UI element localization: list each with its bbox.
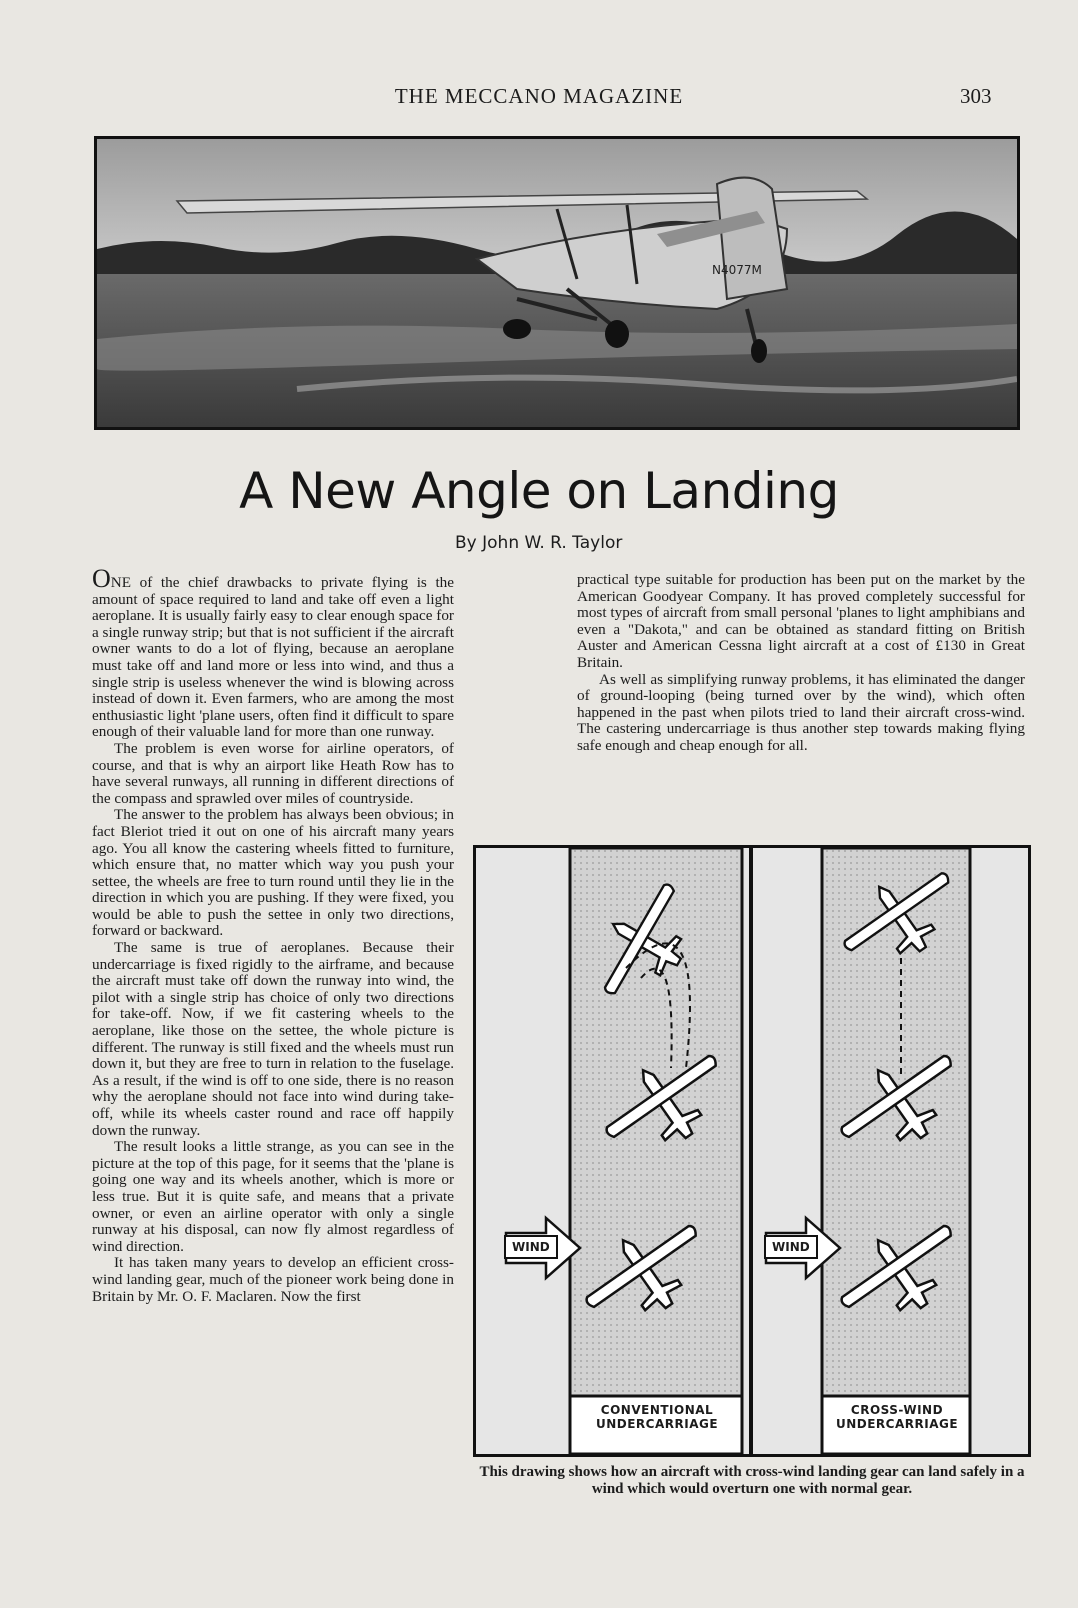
diagram-drawing [476, 848, 1028, 1454]
paragraph-7: practical type suitable for production has been put on the market by the American Goodyear Company. It has proved completely successful for most types of aircraft from small personal 'planes to light amphibians and even a "Dakota," and can be obtained as standard fitting on British Auster and American Cessna light aircraft at a cost of £130 in Great Britain. [577, 571, 1025, 671]
article-title: A New Angle on Landing [239, 462, 839, 520]
paragraph-1 [92, 564, 455, 741]
paragraph-5: The result looks a little strange, as you can see in the picture at the top of this page, for it seems that the 'plane is going one way and its wheels another, which is more or less true. But it is quite safe, and means that a private owner, or even an airline operator with only a single runway at his disposal, can now fly almost regardless of wind direction. [92, 1138, 454, 1255]
wind-label-right: WIND [764, 1235, 818, 1259]
aircraft-photo [94, 136, 1020, 430]
wind-label-left: WIND [504, 1235, 558, 1259]
landing-diagram [473, 845, 1031, 1457]
figure-caption: This drawing shows how an aircraft with cross-wind landing gear can land safely in a wind which would overturn one with normal gear. [479, 1464, 1025, 1497]
paragraph-4: The same is true of aeroplanes. Because their undercarriage is fixed rigidly to the airframe, and because the aircraft must take off down the runway into wind, the pilot with a single strip has choice of only two directions for take-off. Now, if we fit castering wheels to the aeroplane, like those on the settee, the whole picture is different. The runway is still fixed and the wheels must run down it, but they are free to turn in relation to the fuselage. As a result, if the wind is off to one side, there is no reason why the aeroplane should not face into wind during take-off, while its wheels caster round and race off happily down the runway. [92, 939, 454, 1139]
paragraph-8: As well as simplifying runway problems, it has eliminated the danger of ground-looping (being turned over by the wind), which often happened in the past when pilots tried to land their aircraft cross-wind. The castering undercarriage is thus another step towards making flying safe enough and cheap enough for all. [577, 670, 1025, 754]
magazine-title: THE MECCANO MAGAZINE [394, 84, 684, 108]
crosswind-label: CROSS-WIND UNDERCARRIAGE [835, 1403, 959, 1431]
paragraph-6: It has taken many years to develop an efficient cross-wind landing gear, much of the pioneer work being done in Britain by Mr. O. F. Maclaren. Now the first [92, 1254, 454, 1305]
page-header [0, 84, 1078, 114]
paragraph-3: The answer to the problem has always been obvious; in fact Bleriot tried it out on one of his aircraft many years ago. You all know the castering wheels fitted to furniture, which ensure that, no matter which way you push your settee, the wheels are free to turn round until they lie in the direction in which you are pushing. If they were fixed, you would be able to push the settee in only two directions, forward or backward. [92, 806, 454, 940]
page-number: 303 [960, 84, 992, 108]
paragraph-2: The problem is even worse for airline operators, of course, and that is why an airport like Heath Row has to have several runways, all running in different directions of the compass and sprawled over miles of countryside. [92, 739, 454, 807]
conventional-label: CONVENTIONAL UNDERCARRIAGE [595, 1403, 719, 1431]
right-column [577, 572, 1025, 832]
left-column [92, 564, 455, 1527]
svg-text:N4077M: N4077M [712, 263, 762, 277]
drop-cap: O [92, 564, 111, 593]
paragraph-1-text: NE of the chief drawbacks to private flying is the amount of space required to land and take off even a light aeroplane. It is usually fairly easy to clear enough space for a single runway strip; but that is not sufficient if the aircraft owner wants to do a lot of flying, because an aeroplane must take off and land more or less into wind, and thus a single strip is useless whenever the wind is blowing across instead of down it. Even farmers, who are among the most enthusiastic light 'plane users, often find it difficult to spare enough of their valuable land for more than one runway. [92, 574, 455, 741]
article-byline: By John W. R. Taylor [455, 533, 623, 553]
